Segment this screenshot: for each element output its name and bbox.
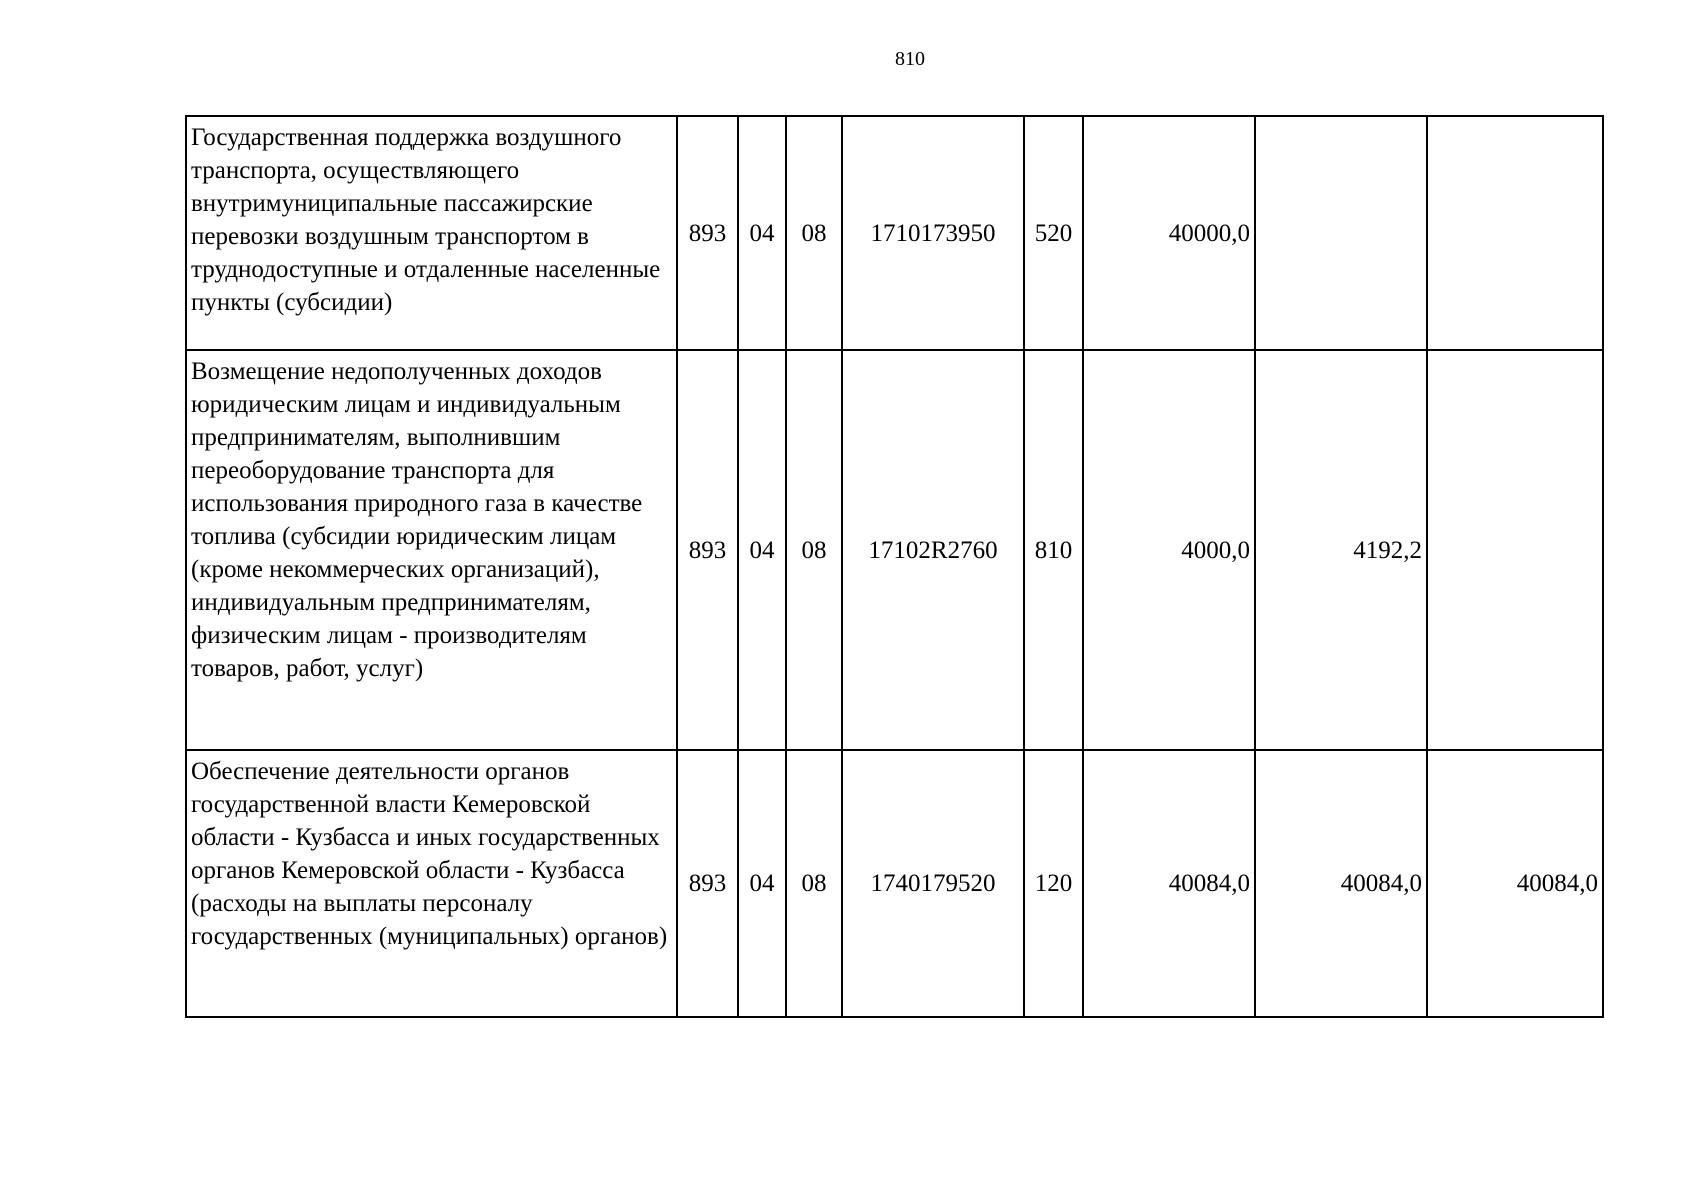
sum-2-cell: 4192,2 [1255, 350, 1427, 750]
target-article-cell: 17102R2760 [842, 350, 1024, 750]
sum-3-cell [1427, 116, 1603, 350]
target-article-cell: 1740179520 [842, 750, 1024, 1017]
expense-type-cell: 120 [1024, 750, 1083, 1017]
ministry-code-cell: 893 [677, 750, 738, 1017]
subsection-code-cell: 08 [786, 350, 842, 750]
sum-1-cell: 4000,0 [1083, 350, 1255, 750]
target-article-cell: 1710173950 [842, 116, 1024, 350]
ministry-code-cell: 893 [677, 116, 738, 350]
page-number: 810 [895, 48, 925, 70]
expense-type-cell: 810 [1024, 350, 1083, 750]
expense-name-cell: Возмещение недополученных доходов юридическим лицам и индивидуальным предпринимателям, выполнившим переоборудование транспорта для использования природного газа в качестве топлива (субсидии юридическим лицам (кроме некоммерческих организаций), индивидуальным предпринимателям, физическим лицам - производителям товаров, работ, услуг) [186, 350, 677, 750]
sum-2-cell [1255, 116, 1427, 350]
section-code-cell: 04 [738, 350, 786, 750]
section-code-cell: 04 [738, 750, 786, 1017]
sum-3-cell [1427, 350, 1603, 750]
expense-type-cell: 520 [1024, 116, 1083, 350]
table-row [186, 116, 1603, 350]
expense-name-cell: Обеспечение деятельности органов государственной власти Кемеровской области - Кузбасса и иных государственных органов Кемеровской области - Кузбасса (расходы на выплаты персоналу государственных (муниципальных) органов) [186, 750, 677, 1017]
section-code-cell: 04 [738, 116, 786, 350]
sum-2-cell: 40084,0 [1255, 750, 1427, 1017]
subsection-code-cell: 08 [786, 116, 842, 350]
expense-name-cell: Государственная поддержка воздушного транспорта, осуществляющего внутримуниципальные пассажирские перевозки воздушным транспортом в труднодоступные и отдаленные населенные пункты (субсидии) [186, 116, 677, 350]
ministry-code-cell: 893 [677, 350, 738, 750]
sum-3-cell: 40084,0 [1427, 750, 1603, 1017]
sum-1-cell: 40084,0 [1083, 750, 1255, 1017]
budget-table [185, 115, 1604, 1018]
table-row [186, 350, 1603, 750]
table-row [186, 750, 1603, 1017]
sum-1-cell: 40000,0 [1083, 116, 1255, 350]
subsection-code-cell: 08 [786, 750, 842, 1017]
